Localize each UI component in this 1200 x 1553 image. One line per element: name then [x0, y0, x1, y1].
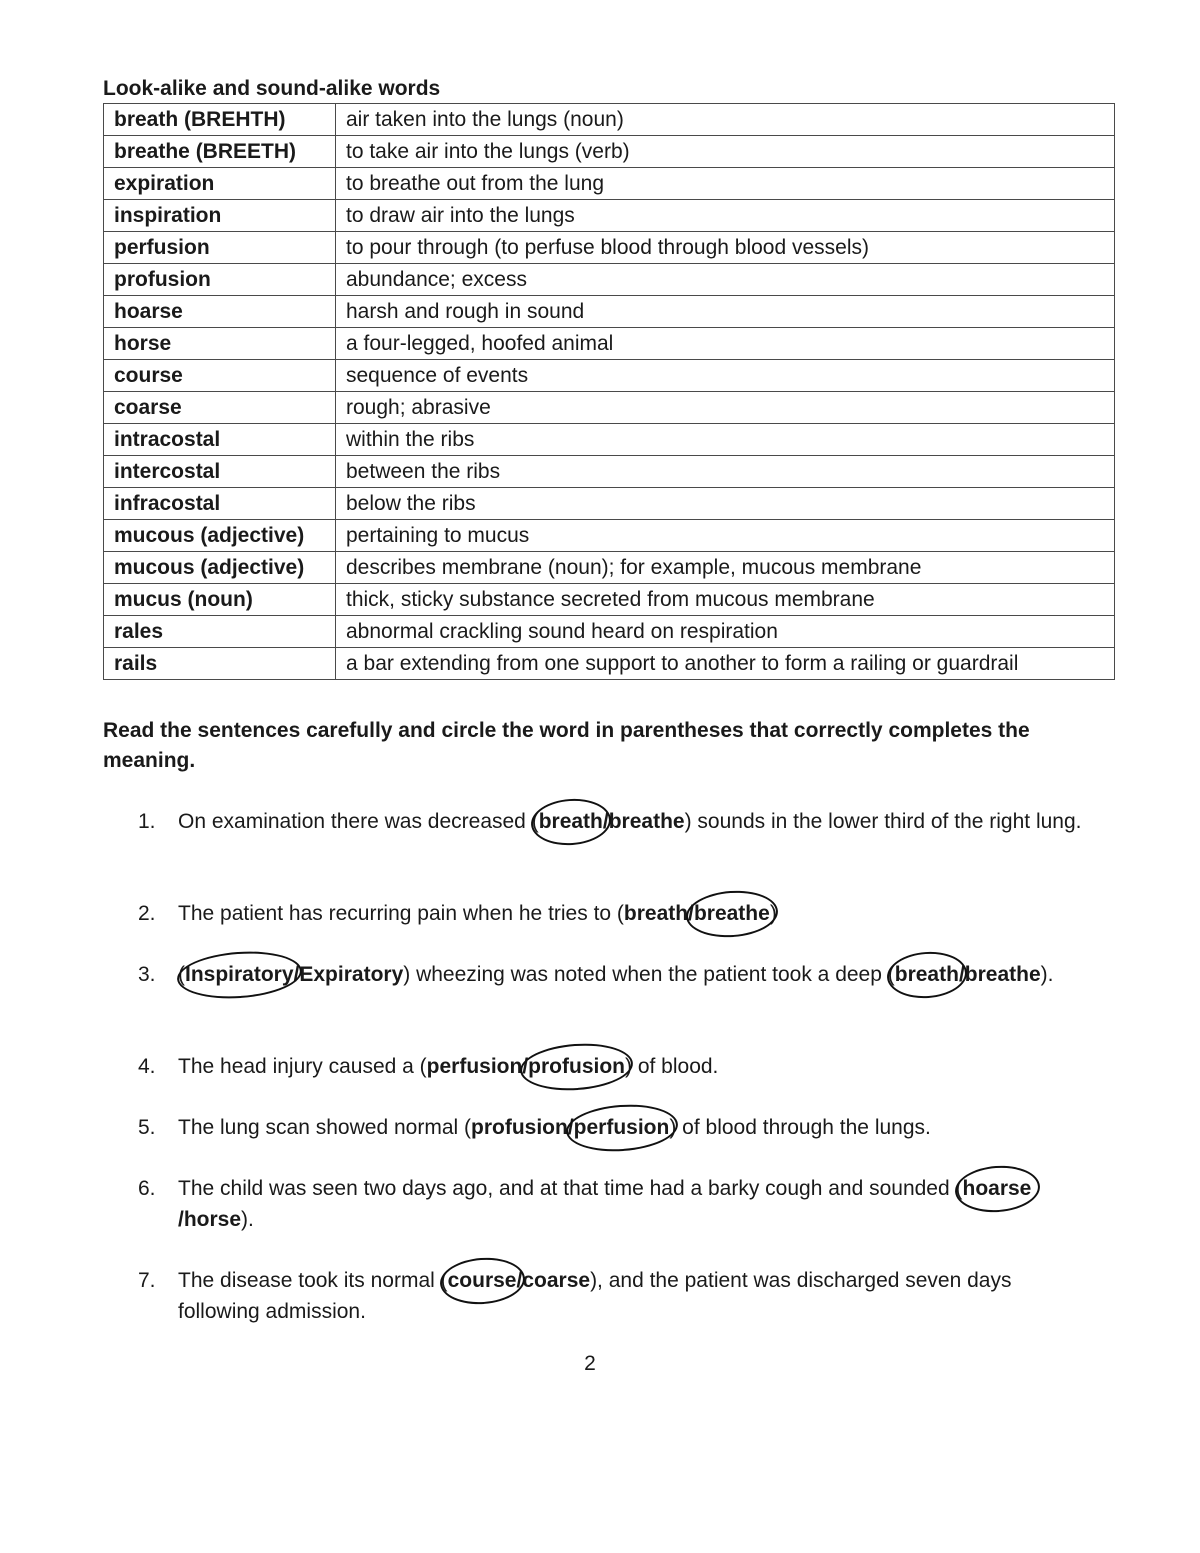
answer-option[interactable]: breath — [623, 902, 689, 925]
exercise-sentence: On examination there was decreased (breath/breathe) sounds in the lower third of the right lung. — [178, 806, 1098, 837]
exercise-sentence: (Inspiratory/Expiratory) wheezing was noted when the patient took a deep (breath/breathe). — [178, 959, 1098, 990]
definition-cell: below the ribs — [336, 488, 1115, 520]
exercise-number: 6. — [138, 1177, 156, 1200]
circled-answer[interactable]: Inspiratory — [185, 959, 294, 990]
circled-answer[interactable]: breath — [895, 959, 959, 990]
term-cell: breathe (BREETH) — [104, 136, 336, 168]
term-cell: expiration — [104, 168, 336, 200]
definition-cell: to take air into the lungs (verb) — [336, 136, 1115, 168]
page-number: 2 — [584, 1352, 596, 1375]
term-cell: rails — [104, 648, 336, 680]
term-cell: hoarse — [104, 296, 336, 328]
exercise-item-6 — [138, 1173, 1098, 1235]
answer-option[interactable]: Expiratory — [299, 963, 404, 986]
exercise-item-7 — [138, 1265, 1098, 1327]
exercise-item-1 — [138, 806, 1098, 837]
definition-cell: describes membrane (noun); for example, mucous membrane — [336, 552, 1115, 584]
answer-option[interactable]: breathe — [964, 963, 1041, 986]
definition-cell: air taken into the lungs (noun) — [336, 104, 1115, 136]
definition-cell: a four-legged, hoofed animal — [336, 328, 1115, 360]
instructions-text: Read the sentences carefully and circle the word in parentheses that correctly completes the meaning. — [103, 719, 1030, 772]
circled-answer[interactable]: course — [448, 1265, 517, 1296]
definition-cell: to pour through (to perfuse blood through blood vessels) — [336, 232, 1115, 264]
circled-answer[interactable]: breathe — [694, 898, 770, 929]
term-cell: rales — [104, 616, 336, 648]
exercise-number: 5. — [138, 1116, 156, 1139]
definition-cell: harsh and rough in sound — [336, 296, 1115, 328]
answer-option[interactable]: perfusion — [426, 1055, 523, 1078]
circled-answer[interactable]: perfusion — [574, 1112, 670, 1143]
exercise-item-5 — [138, 1112, 1098, 1143]
exercise-number: 1. — [138, 810, 156, 833]
exercise-sentence: The child was seen two days ago, and at that time had a barky cough and sounded (hoarse/horse). — [178, 1173, 1098, 1235]
term-cell: infracostal — [104, 488, 336, 520]
term-cell: mucous (adjective) — [104, 552, 336, 584]
page-title: Look-alike and sound-alike words — [103, 77, 441, 100]
definition-cell: pertaining to mucus — [336, 520, 1115, 552]
term-cell: perfusion — [104, 232, 336, 264]
exercise-sentence: The head injury caused a (perfusion/profusion) of blood. — [178, 1051, 1098, 1082]
definition-cell: between the ribs — [336, 456, 1115, 488]
term-cell: inspiration — [104, 200, 336, 232]
definition-cell: abundance; excess — [336, 264, 1115, 296]
term-cell: breath (BREHTH) — [104, 104, 336, 136]
answer-option[interactable]: profusion — [471, 1116, 568, 1139]
term-cell: mucus (noun) — [104, 584, 336, 616]
circled-answer[interactable]: profusion — [528, 1051, 625, 1082]
circled-answer[interactable]: hoarse — [963, 1173, 1032, 1204]
exercise-sentence: The disease took its normal (course/coarse), and the patient was discharged seven days following admission. — [178, 1265, 1098, 1327]
term-cell: mucous (adjective) — [104, 520, 336, 552]
circled-answer[interactable]: breath — [539, 806, 603, 837]
exercise-sentence: The patient has recurring pain when he tries to (breath/breathe) — [178, 898, 1098, 929]
term-cell: intracostal — [104, 424, 336, 456]
term-cell: intercostal — [104, 456, 336, 488]
definition-cell: thick, sticky substance secreted from mucous membrane — [336, 584, 1115, 616]
definition-cell: abnormal crackling sound heard on respiration — [336, 616, 1115, 648]
answer-option[interactable]: coarse — [522, 1269, 591, 1292]
exercise-number: 4. — [138, 1055, 156, 1078]
exercise-item-4 — [138, 1051, 1098, 1082]
answer-option[interactable]: horse — [183, 1208, 242, 1231]
exercise-sentence: The lung scan showed normal (profusion/perfusion) of blood through the lungs. — [178, 1112, 1098, 1143]
term-cell: profusion — [104, 264, 336, 296]
term-cell: coarse — [104, 392, 336, 424]
exercise-item-2 — [138, 898, 1098, 929]
exercise-number: 3. — [138, 963, 156, 986]
term-cell: horse — [104, 328, 336, 360]
definition-cell: within the ribs — [336, 424, 1115, 456]
term-cell: course — [104, 360, 336, 392]
definition-cell: to breathe out from the lung — [336, 168, 1115, 200]
definition-cell: sequence of events — [336, 360, 1115, 392]
exercise-item-3 — [138, 959, 1098, 990]
definition-cell: rough; abrasive — [336, 392, 1115, 424]
definition-cell: to draw air into the lungs — [336, 200, 1115, 232]
definition-cell: a bar extending from one support to another to form a railing or guardrail — [336, 648, 1115, 680]
exercise-number: 2. — [138, 902, 156, 925]
answer-option[interactable]: breathe — [608, 810, 685, 833]
exercise-number: 7. — [138, 1269, 156, 1292]
